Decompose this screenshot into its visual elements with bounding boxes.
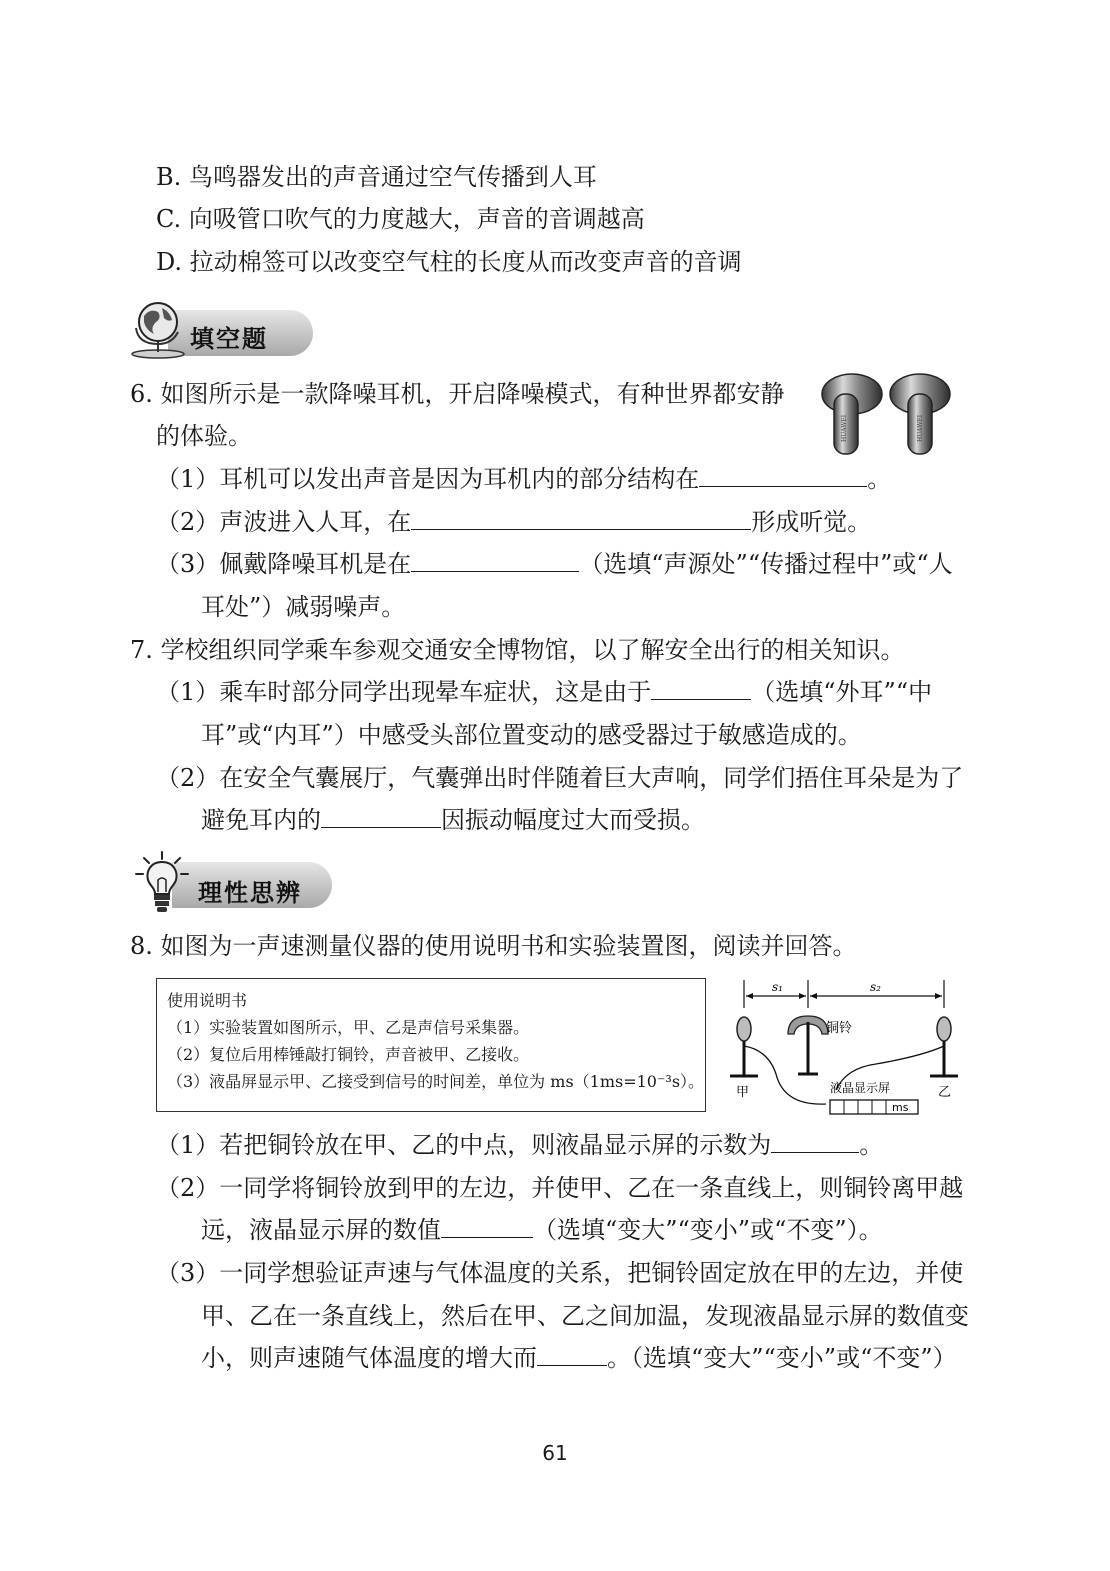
collector-right xyxy=(937,1017,951,1041)
collector-right-label: 乙 xyxy=(938,1085,952,1100)
q6-part3-choices: （选填“声源处”“传播过程中”或“人 xyxy=(579,550,953,578)
lightbulb-icon xyxy=(132,850,196,916)
q8-part1-text: （1）若把铜铃放在甲、乙的中点，则液晶显示屏的示数为 xyxy=(156,1131,772,1159)
page-number: 61 xyxy=(542,1441,568,1465)
q8-part3-line3 xyxy=(201,1341,957,1375)
earbud-right xyxy=(890,374,950,454)
q8-part1-end: 。 xyxy=(859,1131,884,1159)
s1-label: s₁ xyxy=(772,980,783,994)
q6-part1-text: （1）耳机可以发出声音是因为耳机内的部分结构在 xyxy=(156,465,700,493)
q7-part1-line2: 耳”或“内耳”）中感受头部位置变动的感受器过于敏感造成的。 xyxy=(201,721,862,749)
q7-part2-line2 xyxy=(201,803,705,837)
collector-left-label: 甲 xyxy=(736,1085,750,1100)
s2-label: s₂ xyxy=(870,980,881,994)
q7-part1 xyxy=(156,675,932,709)
experiment-diagram xyxy=(726,976,958,1116)
q8-part2-choices: （选填“变大”“变小”或“不变”）。 xyxy=(533,1216,883,1244)
earbud-brand-left: HUAWEI xyxy=(841,414,848,442)
section-title: 理性思辨 xyxy=(198,879,302,907)
answer-blank[interactable] xyxy=(699,464,867,487)
q6-stem-line1: 6. 如图所示是一款降噪耳机，开启降噪模式，有种世界都安静 xyxy=(130,380,785,408)
bell-label: 铜铃 xyxy=(826,1021,853,1036)
display-unit: ms xyxy=(892,1101,909,1114)
answer-blank[interactable] xyxy=(321,805,441,828)
answer-blank[interactable] xyxy=(537,1343,607,1366)
q8-part2-line2 xyxy=(201,1213,883,1247)
q8-part2-text: 远，液晶显示屏的数值 xyxy=(201,1216,441,1244)
section-banner-reasoning xyxy=(132,850,342,916)
option-b: B. 鸟鸣器发出的声音通过空气传播到人耳 xyxy=(156,163,597,191)
q7-part2-text: 避免耳内的 xyxy=(201,806,321,834)
earbud-brand-right: HUAWEI xyxy=(917,414,924,442)
q8-part2-line1: （2）一同学将铜铃放到甲的左边，并使甲、乙在一条直线上，则铜铃离甲越 xyxy=(156,1174,964,1202)
manual-item-1: （1）实验装置如图所示，甲、乙是声信号采集器。 xyxy=(167,1018,530,1037)
q7-part1-choices: （选填“外耳”“中 xyxy=(751,678,933,706)
answer-blank[interactable] xyxy=(771,1130,859,1153)
q6-part2-end: 形成听觉。 xyxy=(751,508,872,536)
q7-part1-text: （1）乘车时部分同学出现晕车症状，这是由于 xyxy=(156,678,652,706)
q6-stem-line2: 的体验。 xyxy=(156,422,252,450)
q8-stem: 8. 如图为一声速测量仪器的使用说明书和实验装置图，阅读并回答。 xyxy=(130,932,857,960)
q6-part3-text: （3）佩戴降噪耳机是在 xyxy=(156,550,412,578)
answer-blank[interactable] xyxy=(441,1215,533,1238)
collector-left xyxy=(737,1017,751,1041)
manual-item-2: （2）复位后用棒锤敲打铜铃，声音被甲、乙接收。 xyxy=(167,1045,530,1064)
answer-blank[interactable] xyxy=(651,677,751,700)
q8-part1 xyxy=(156,1128,883,1162)
earbud-left xyxy=(822,374,882,454)
section-title: 填空题 xyxy=(190,325,268,353)
answer-blank[interactable] xyxy=(411,549,579,572)
q8-part3-text: 小，则声速随气体温度的增大而 xyxy=(201,1344,537,1372)
q8-part3-line2: 甲、乙在一条直线上，然后在甲、乙之间加温，发现液晶显示屏的数值变 xyxy=(201,1302,969,1330)
q7-part2-line1: （2）在安全气囊展厅，气囊弹出时伴随着巨大声响，同学们捂住耳朵是为了 xyxy=(156,764,964,792)
q7-stem: 7. 学校组织同学乘车参观交通安全博物馆，以了解安全出行的相关知识。 xyxy=(130,636,905,664)
manual-item-3: （3）液晶屏显示甲、乙接受到信号的时间差，单位为 ms（1ms=10⁻³s）。 xyxy=(167,1072,705,1091)
manual-title: 使用说明书 xyxy=(167,991,248,1010)
q6-part1 xyxy=(156,462,891,496)
q8-part3-choices: 。（选填“变大”“变小”或“不变”） xyxy=(607,1344,957,1372)
section-banner-fill-blank xyxy=(128,298,328,362)
q6-part3-line2: 耳处”）减弱噪声。 xyxy=(201,593,406,621)
option-c: C. 向吸管口吹气的力度越大，声音的音调越高 xyxy=(156,205,645,233)
display-label: 液晶显示屏 xyxy=(830,1081,891,1095)
q7-part2-end: 因振动幅度过大而受损。 xyxy=(441,806,705,834)
earbuds-photo xyxy=(812,372,960,458)
answer-blank[interactable] xyxy=(411,507,751,530)
instruction-manual-box xyxy=(156,978,706,1112)
q6-part3 xyxy=(156,547,953,581)
option-d: D. 拉动棉签可以改变空气柱的长度从而改变声音的音调 xyxy=(156,248,742,276)
q6-part2 xyxy=(156,505,871,539)
q6-part2-text: （2）声波进入人耳，在 xyxy=(156,508,412,536)
globe-icon xyxy=(128,298,194,362)
q8-part3-line1: （3）一同学想验证声速与气体温度的关系，把铜铃固定放在甲的左边，并使 xyxy=(156,1259,964,1287)
q6-part1-end: 。 xyxy=(867,465,892,493)
